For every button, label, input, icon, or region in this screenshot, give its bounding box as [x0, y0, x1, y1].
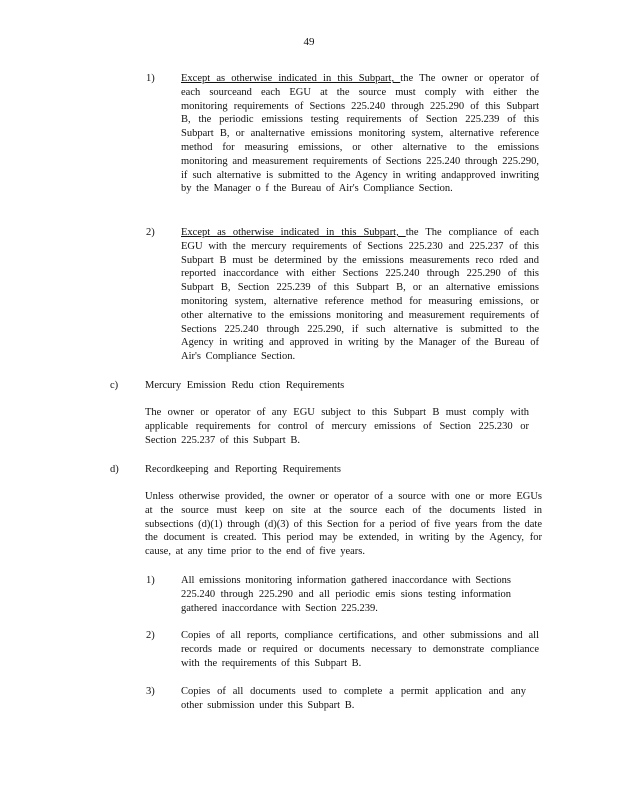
- section-d-item-1-text: All emissions monitoring information gathered inaccordance with Sections 225.240 through 225.290 and all periodic emis sions testing information gathered inaccordance with Section 225.239.: [181, 575, 511, 614]
- section-d-item-2-marker: 2): [146, 630, 155, 641]
- page-number: 49: [303, 36, 315, 48]
- item-1-marker: 1): [146, 73, 155, 84]
- deleted-phrase: Except as otherwise indicated in this Subpart,: [181, 227, 406, 238]
- section-c-marker: c): [110, 380, 119, 391]
- section-d-item-2-text: Copies of all reports, compliance certifications, and other submissions and all records made or required or documents necessary to demonstrate compliance with the requirements of this Subpart B.: [181, 630, 539, 669]
- section-c-heading: Mercury Emission Redu ction Requirements: [145, 380, 345, 391]
- section-d-item-3-marker: 3): [146, 686, 155, 697]
- section-d-item-3-text: Copies of all documents used to complete a permit application and any other submission under this Subpart B.: [181, 686, 526, 711]
- section-c-body: The owner or operator of any EGU subject to this Subpart B must comply with applicable requirements for control of mercury emissions of Section 225.230 or Section 225.237 of this Subpart B.: [145, 407, 529, 446]
- deleted-phrase: Except as otherwise indicated in this Subpart,: [181, 73, 401, 84]
- item-2-text: the The compliance of each EGU with the mercury requirements of Sections 225.230 and 225.237 of this Subpart B must be determined by the emissions measurements reco rded and reported inaccordance with either Sections 225.240 through 225.290 of this Subpart B, Section 225.239 of this Subpart B, or an alternative emissions monitoring system, alternative reference method for measuring emissions, or other alternative to the emissions monitoring and measurement requirements of Sections 225.240 through 225.290, if such alternative is submitted to the Agency in writing and approved in writing by the Manager of the Bureau of Air's Compliance Section.: [181, 227, 539, 363]
- item-1-paragraph: [181, 72, 539, 196]
- item-1-text: the The owner or operator of each sourceand each EGU at the source must comply with either the monitoring requirements of Sections 225.240 through 225.290 of this Subpart B, the periodic emissions testing requirements of Section 225.239 of this Subpart B, or analternative emissions monitoring system, alternative reference method for measuring emissions, or other alternative to the emissions monitoring and measurement requirements of Sections 225.240 through 225.290, if such alternative is submitted to the Agency in writing andapproved inwriting by the Manager o f the Bureau of Air's Compliance Section.: [181, 73, 539, 195]
- section-d-heading: Recordkeeping and Reporting Requirements: [145, 464, 341, 475]
- section-d-body: Unless otherwise provided, the owner or operator of a source with one or more EGUs at the source must keep on site at the source each of the documents listed in subsections (d)(1) through (d)(3) of this Section for a period of five years from the date the document is created. This period may be extended, in writing by the Agency, for cause, at any time prior to the end of five years.: [145, 491, 542, 558]
- item-2-marker: 2): [146, 227, 155, 238]
- section-d-item-1-marker: 1): [146, 575, 155, 586]
- item-2-paragraph: [181, 226, 539, 364]
- section-d-marker: d): [110, 464, 119, 475]
